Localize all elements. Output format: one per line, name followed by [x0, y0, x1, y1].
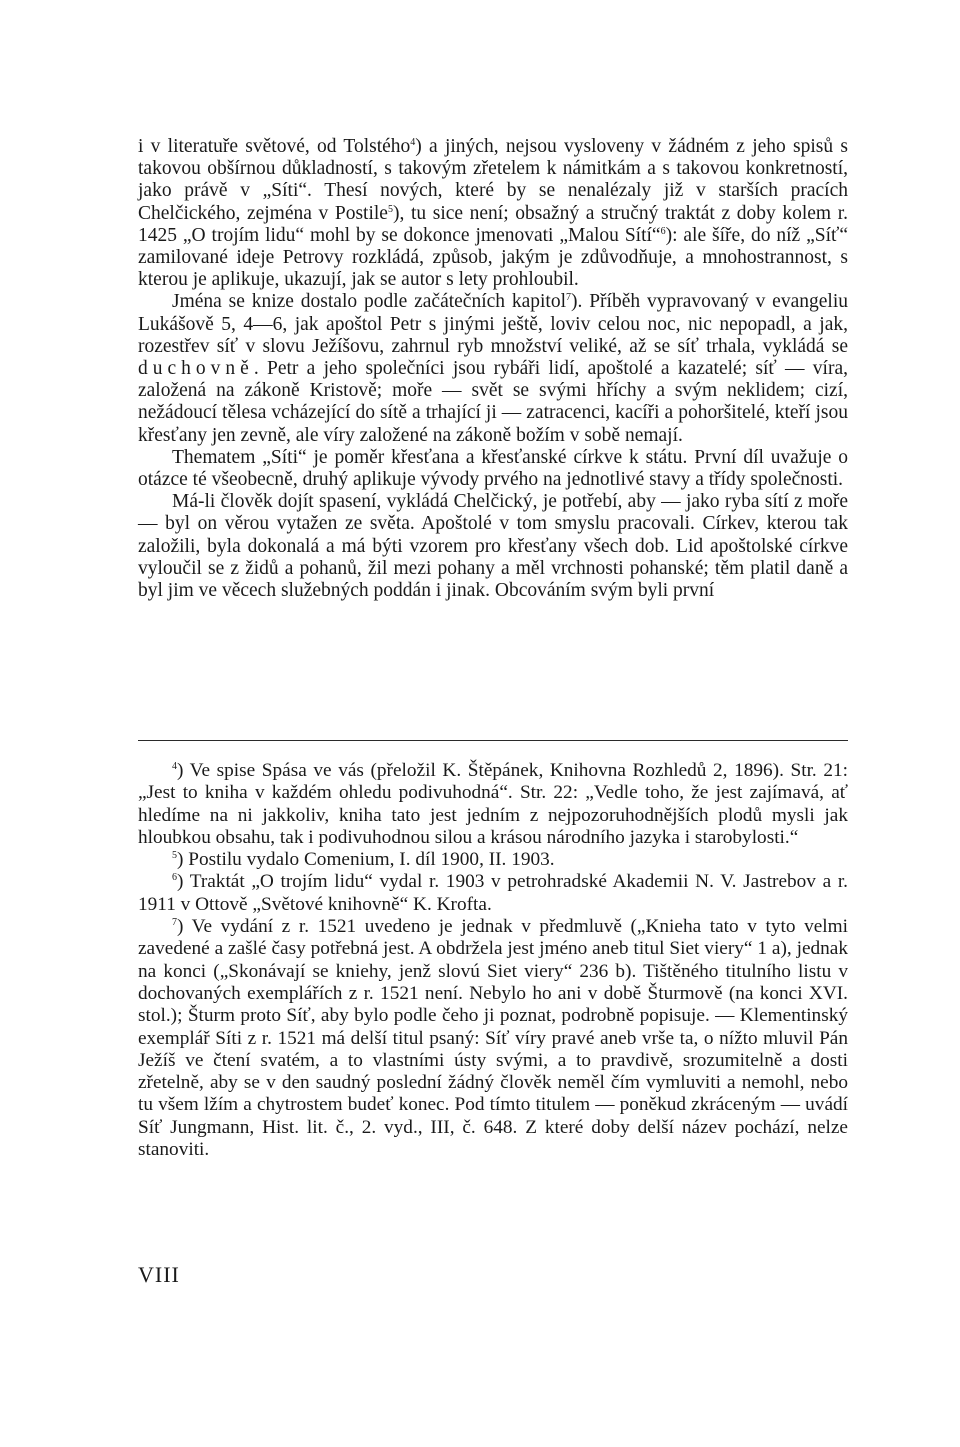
paragraph-2: Jména se knize dostalo podle začátečních kapitol$^7$). Příběh vypravovaný v evangeliu Lukášově 5, 4—6, jak apoštol Petr s jinými ještě, loviv celou noc, nic nepopadl, a jak, rozestřev síť v slovu Ježíšovu, zahrnul ryb množství veliké, až se síť trhala, vykládá se duchovně. Petr a jeho společníci jsou rybáři lidí, apoštolé a kazatelé; síť — víra, založená na zákoně Kristově; moře — svět se svými hříchy a svým neklidem; cizí, nežádoucí tělesa vcházející do sítě a trhající ji — zatracenci, kacíři a pohoršitelé, kteří jsou křesťany jen zevně, ale víry založené na zákoně božím v sobě nemají.: [138, 291, 848, 446]
footnote-separator: [138, 740, 848, 741]
footnote-ref-4: 4: [410, 137, 416, 148]
main-text: [138, 136, 848, 602]
paragraph-3: Thematem „Síti“ je poměr křesťana a křesťanské církve k státu. První díl uvažuje o otázce té všeobecně, druhý aplikuje vývody prvého na jednotlivé stavy a třídy společnosti.: [138, 446, 848, 491]
page-number: VIII: [138, 1262, 180, 1287]
footnote-ref-6: 6: [660, 225, 666, 237]
footnote-ref-7: 7: [566, 292, 572, 304]
footnote-7: $^7$) Ve vydání z r. 1521 uvedeno je jednak v předmluvě („Knieha tato v tyto velmi zavedené a zašlé časy potřebná jest. A obdržela jest jméno aneb titul Siet viery“ 1 a), jednak na konci („Skonávají se kniehy, jenž slovú Siet viery“ 236 b). Tištěného titulního listu v dochovaných exemplářích z r. 1521 není. Nebylo ho ani v době Šturmově (na konci XVI. stol.); Šturm proto Síť, aby bylo podle čeho ji poznat, podrobně popisuje. — Klementinský exemplář Síti z r. 1521 má delší titul psaný: Síť víry pravé aneb vrše ta, o nížto mluvil Pán Ježíš ve čtení svatém, a to vlastními ústy svými, a to pravdivě, srozumitelně a dosti zřetelně, aby se v den saudný poslední žádný člověk neměl čím vymluviti a nemohl, nebo tu všem lžím a chytrostem budeť konec. Pod tímto titulem — poněkud zkráceným — uvádí Síť Jungmann, Hist. lit. č., 2. vyd., III, č. 648. Z které doby delší název pochází, nelze stanoviti.: [138, 916, 848, 1161]
footnote-6: $^6$) Traktát „O trojím lidu“ vydal r. 1903 v petrohradské Akademii N. V. Jastrebov a r. 1911 v Ottově „Světové knihovně“ K. Krofta.: [138, 871, 848, 915]
footnote-marker-5: 5: [172, 850, 177, 862]
paragraph-4: Má-li člověk dojít spasení, vykládá Chelčický, je potřebí, aby — jako ryba sítí z moře — byl on věrou vytažen ze světa. Apoštolé v tom smyslu pracovali. Církev, kterou tak založili, byla dokonalá a má býti vzorem pro křesťany všech dob. Lid apoštolské církve vyloučil se z židů a pohanů, žil mezi pohany a měl vrchnosti pohanské; těm platil daně a byl jim ve věcech služebných poddán i jinak. Obcováním svým byli první: [138, 491, 848, 602]
footnotes: [138, 760, 848, 1161]
paragraph-1: i v literatuře světové, od Tolstého$^4$) a jiných, nejsou vysloveny v žádném z jeho spisů s takovou obšírnou důkladností, s takovým zřetelem k námitkám a s takovou konkretností, jako právě v „Síti“. Thesí nových, které by se nenalézaly již v starších pracích Chelčického, zejména v Postile$^5$), tu sice není; obsažný a stručný traktát z doby kolem r. 1425 „O trojím lidu“ mohl by se dokonce jmenovati „Malou Sítí“$^6$): ale šíře, do níž „Síť“ zamilované ideje Petrovy rozkládá, způsob, jakým je zdůvodňuje, a mnohostrannost, s kterou je aplikuje, ukazují, jak se autor s lety prohloubil.: [138, 136, 848, 291]
footnote-ref-5: 5: [387, 203, 393, 215]
footnote-marker-6: 6: [172, 872, 177, 884]
footnote-4: $^4$) Ve spise Spása ve vás (přeložil K. Štěpánek, Knihovna Rozhledů 2, 1896). Str. 21: „Jest to kniha v každém ohledu podivuhodná“. Str. 22: „Vedle toho, že jest zajímavá, ať hledíme na ni jakkoliv, kniha tato jest jedním z nejpozoruhodnějších plodů mysli jak hloubkou obsahu, tak i podivuhodnou silou a krásou národního jazyka i starobylosti.“: [138, 760, 848, 848]
footnote-marker-7: 7: [172, 917, 177, 929]
spaced-emphasis: duchovně: [138, 358, 254, 380]
footnote-marker-4: 4: [172, 761, 177, 772]
footnote-5: $^5$) Postilu vydalo Comenium, I. díl 1900, II. 1903.: [172, 849, 555, 871]
